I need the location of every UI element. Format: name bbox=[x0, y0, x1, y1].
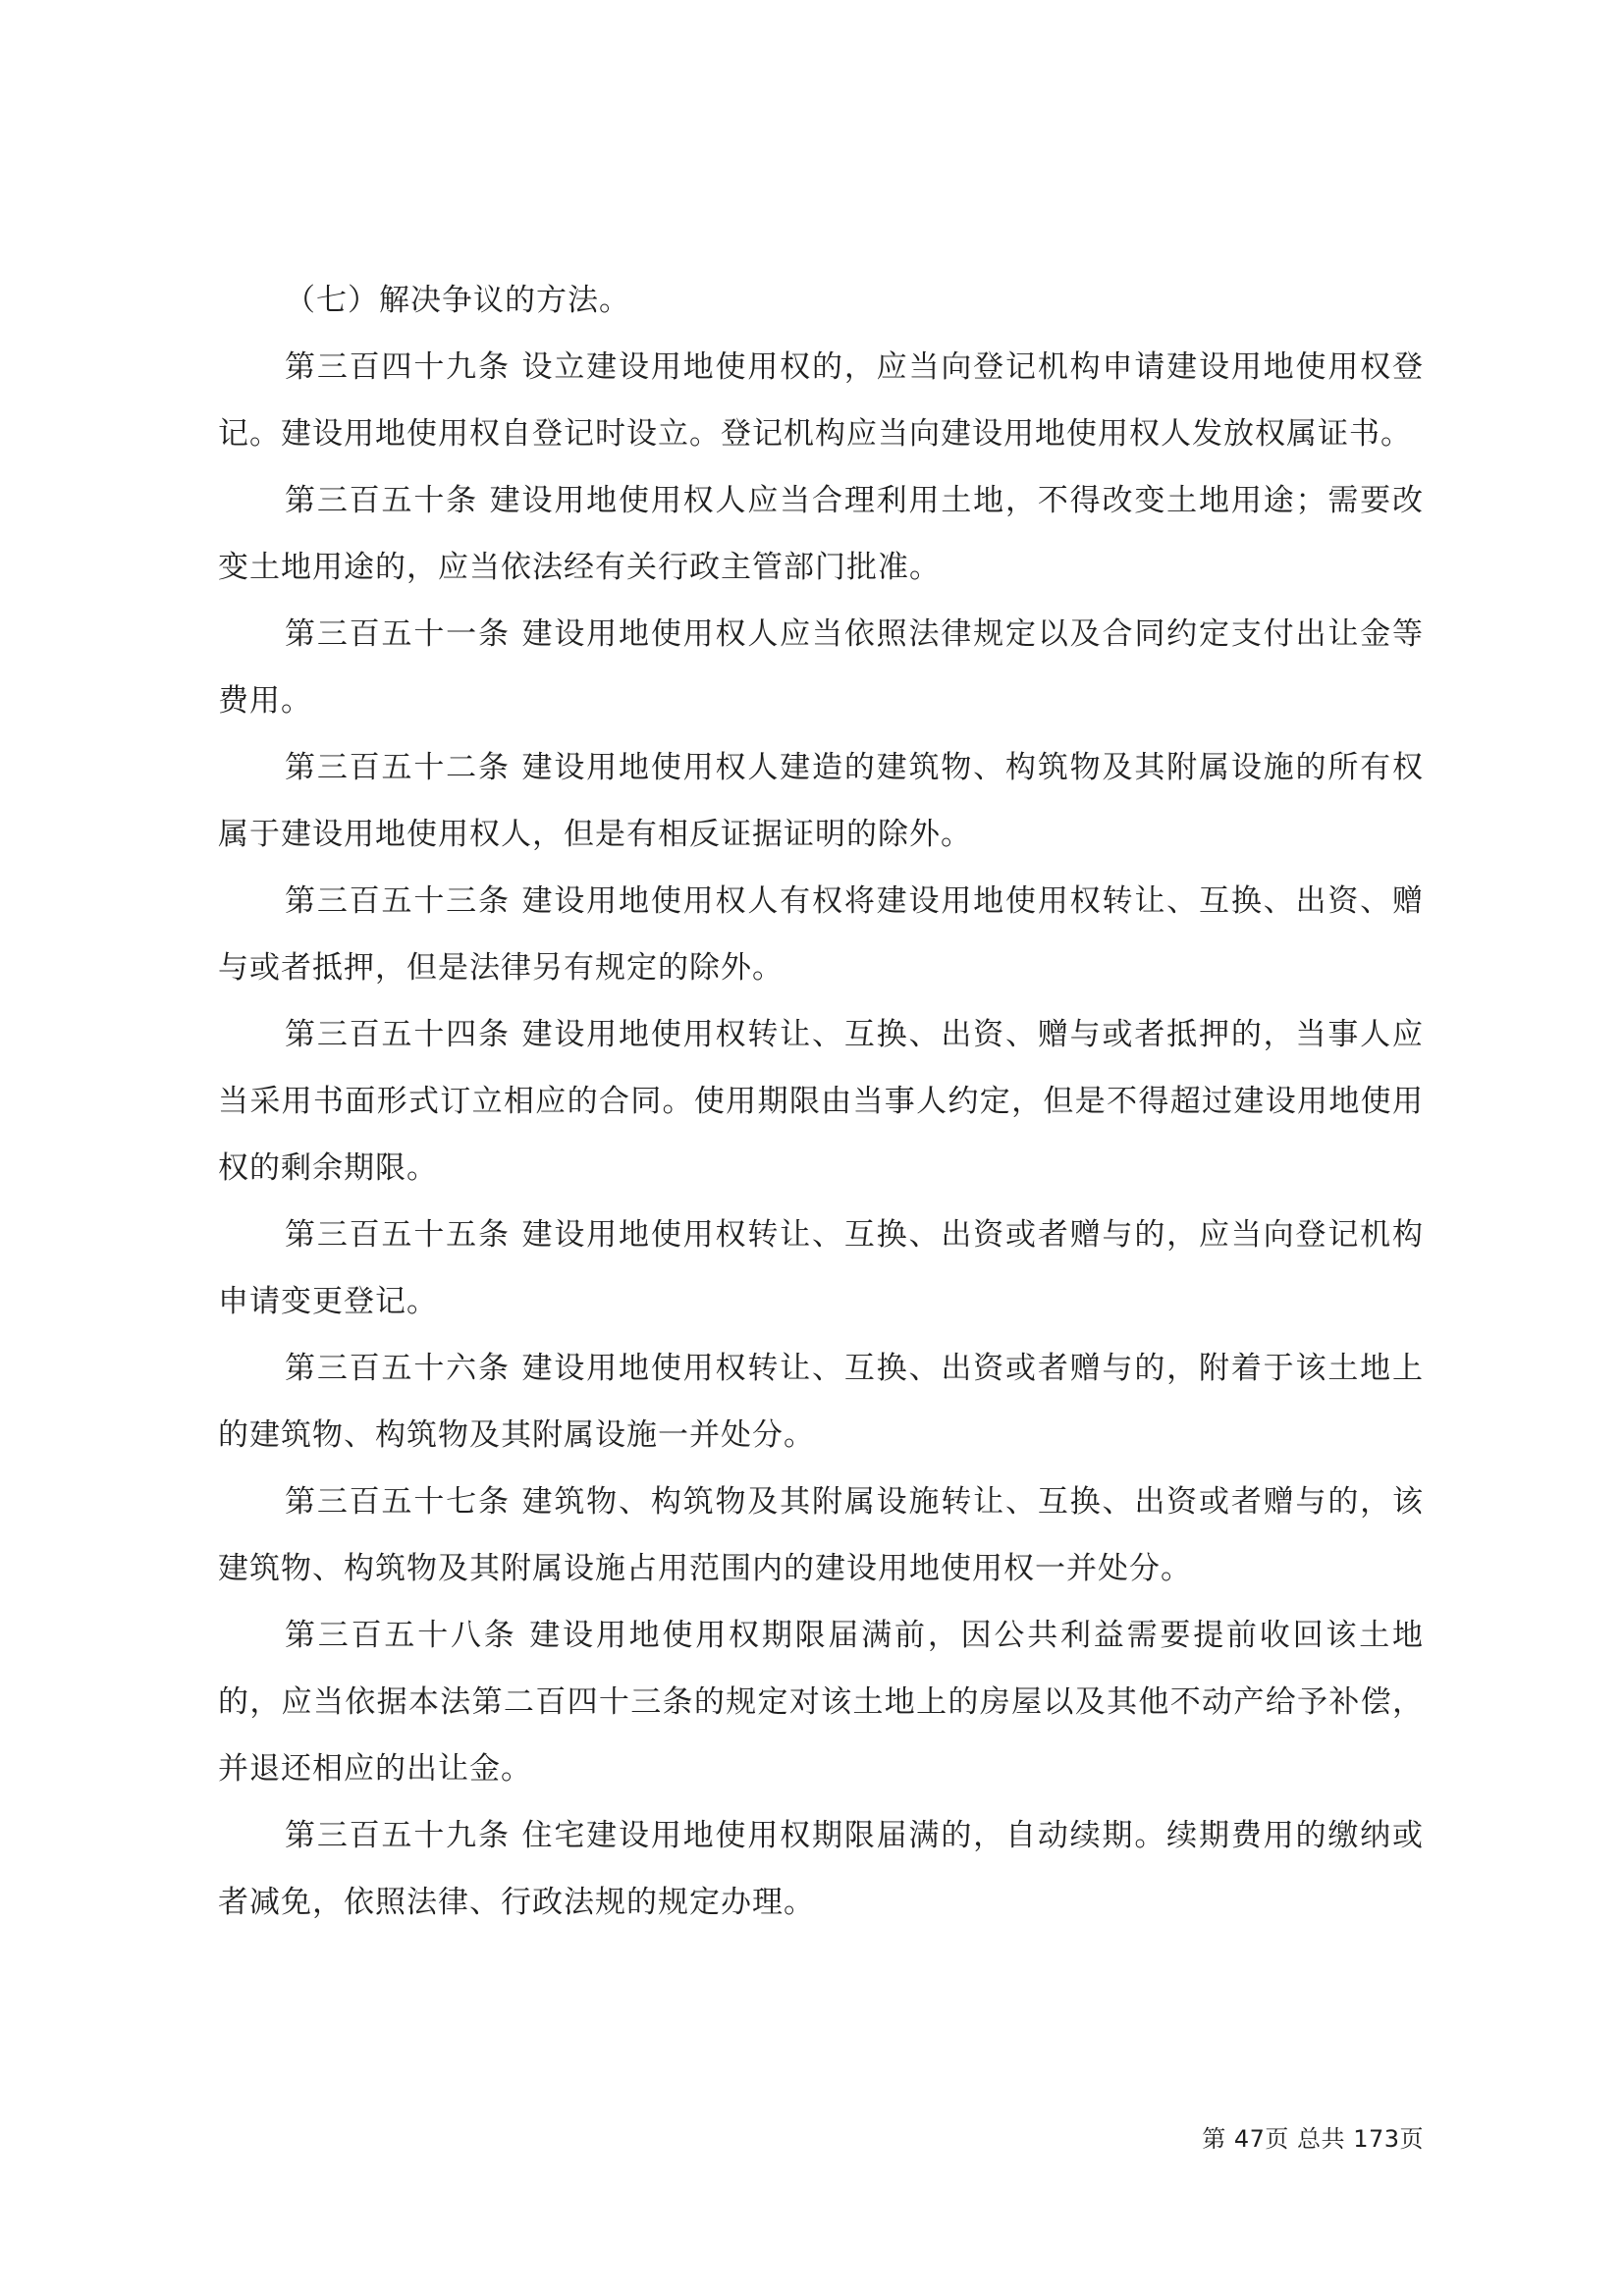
paragraph-article-355: 第三百五十五条 建设用地使用权转让、互换、出资或者赠与的，应当向登记机构申请变更登记。 bbox=[218, 1217, 1424, 1319]
paragraph-article-349: 第三百四十九条 设立建设用地使用权的，应当向登记机构申请建设用地使用权登记。建设用地使用权自登记时设立。登记机构应当向建设用地使用权人发放权属证书。 bbox=[218, 349, 1424, 452]
page-number-footer: 第 47页 总共 173页 bbox=[1202, 2125, 1424, 2153]
paragraph-article-352: 第三百五十二条 建设用地使用权人建造的建筑物、构筑物及其附属设施的所有权属于建设用地使用权人，但是有相反证据证明的除外。 bbox=[218, 750, 1424, 852]
paragraph-article-351: 第三百五十一条 建设用地使用权人应当依照法律规定以及合同约定支付出让金等费用。 bbox=[218, 616, 1424, 719]
document-body bbox=[218, 267, 1424, 1936]
paragraph-article-356: 第三百五十六条 建设用地使用权转让、互换、出资或者赠与的，附着于该土地上的建筑物、构筑物及其附属设施一并处分。 bbox=[218, 1351, 1424, 1453]
paragraph-article-359: 第三百五十九条 住宅建设用地使用权期限届满的，自动续期。续期费用的缴纳或者减免，依照法律、行政法规的规定办理。 bbox=[218, 1818, 1424, 1920]
paragraph-article-354: 第三百五十四条 建设用地使用权转让、互换、出资、赠与或者抵押的，当事人应当采用书面形式订立相应的合同。使用期限由当事人约定，但是不得超过建设用地使用权的剩余期限。 bbox=[218, 1017, 1424, 1186]
paragraph-article-357: 第三百五十七条 建筑物、构筑物及其附属设施转让、互换、出资或者赠与的，该建筑物、构筑物及其附属设施占用范围内的建设用地使用权一并处分。 bbox=[218, 1484, 1424, 1586]
paragraph-article-353: 第三百五十三条 建设用地使用权人有权将建设用地使用权转让、互换、出资、赠与或者抵押，但是法律另有规定的除外。 bbox=[218, 883, 1424, 986]
paragraph-article-358: 第三百五十八条 建设用地使用权期限届满前，因公共利益需要提前收回该土地的，应当依据本法第二百四十三条的规定对该土地上的房屋以及其他不动产给予补偿，并退还相应的出让金。 bbox=[218, 1618, 1424, 1787]
paragraph-article-350: 第三百五十条 建设用地使用权人应当合理利用土地，不得改变土地用途；需要改变土地用途的，应当依法经有关行政主管部门批准。 bbox=[218, 483, 1424, 585]
paragraph-dispute-resolution: （七）解决争议的方法。 bbox=[285, 283, 630, 318]
